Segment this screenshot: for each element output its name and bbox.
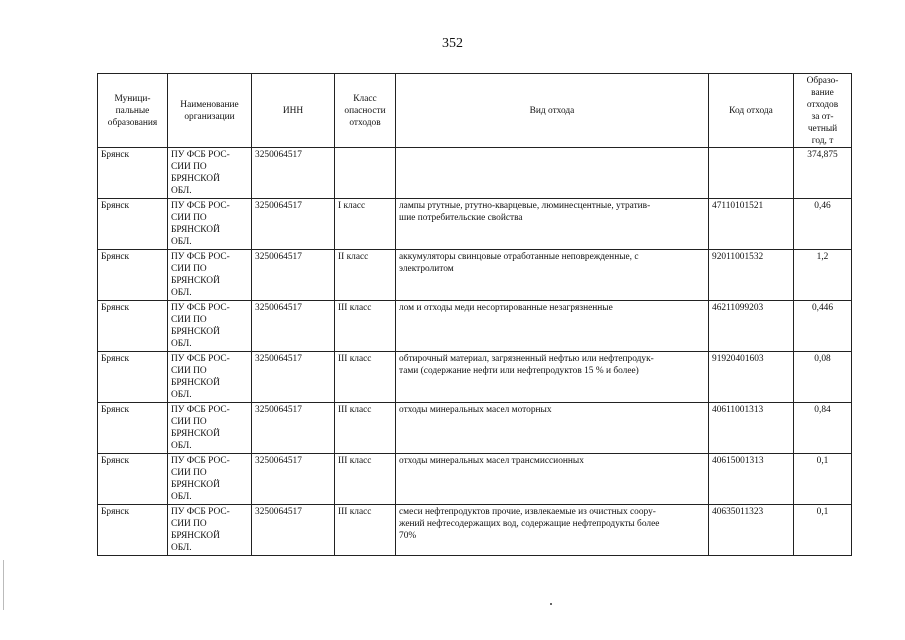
cell-municipality: Брянск [98, 199, 168, 250]
cell-amount: 0,46 [794, 199, 852, 250]
cell-hazard-class [335, 148, 396, 199]
table-body [98, 148, 852, 556]
cell-waste-code: 40615001313 [709, 454, 794, 505]
cell-inn: 3250064517 [252, 403, 335, 454]
cell-inn: 3250064517 [252, 352, 335, 403]
header-municipality: Муници- пальные образования [98, 74, 168, 148]
table-row [98, 454, 852, 505]
table-row [98, 250, 852, 301]
header-waste-type: Вид отхода [396, 74, 709, 148]
header-amount: Образо- вание отходов за от- четный год, т [794, 74, 852, 148]
cell-organization: ПУ ФСБ РОС- СИИ ПО БРЯНСКОЙ ОБЛ. [168, 352, 252, 403]
cell-organization: ПУ ФСБ РОС- СИИ ПО БРЯНСКОЙ ОБЛ. [168, 148, 252, 199]
cell-amount: 0,1 [794, 454, 852, 505]
table-row [98, 199, 852, 250]
cell-inn: 3250064517 [252, 301, 335, 352]
cell-waste-type: отходы минеральных масел трансмиссионных [396, 454, 709, 505]
cell-inn: 3250064517 [252, 199, 335, 250]
cell-waste-type: аккумуляторы свинцовые отработанные неповрежденные, с электролитом [396, 250, 709, 301]
header-hazard-class: Класс опасности отходов [335, 74, 396, 148]
cell-inn: 3250064517 [252, 505, 335, 556]
cell-hazard-class: III класс [335, 505, 396, 556]
cell-waste-code: 47110101521 [709, 199, 794, 250]
table-row [98, 505, 852, 556]
cell-municipality: Брянск [98, 454, 168, 505]
cell-waste-type: смеси нефтепродуктов прочие, извлекаемые из очистных соору- жений нефтесодержащих вод, содержащие нефтепродукты более 70% [396, 505, 709, 556]
cell-waste-type: отходы минеральных масел моторных [396, 403, 709, 454]
scan-speck [550, 603, 552, 605]
cell-inn: 3250064517 [252, 250, 335, 301]
cell-waste-type [396, 148, 709, 199]
table-row [98, 301, 852, 352]
cell-hazard-class: I класс [335, 199, 396, 250]
cell-municipality: Брянск [98, 505, 168, 556]
header-waste-code: Код отхода [709, 74, 794, 148]
scan-edge-line [3, 560, 4, 610]
page-number: 352 [442, 36, 463, 51]
cell-waste-type: обтирочный материал, загрязненный нефтью или нефтепродук- тами (содержание нефти или нефтепродуктов 15 % и более) [396, 352, 709, 403]
cell-waste-code: 46211099203 [709, 301, 794, 352]
cell-waste-type: лампы ртутные, ртутно-кварцевые, люминесцентные, утратив- шие потребительские свойства [396, 199, 709, 250]
cell-inn: 3250064517 [252, 148, 335, 199]
cell-amount: 0,446 [794, 301, 852, 352]
table-header-row [98, 74, 852, 148]
table-row [98, 148, 852, 199]
cell-amount: 0,08 [794, 352, 852, 403]
table-row [98, 403, 852, 454]
cell-waste-code: 40635011323 [709, 505, 794, 556]
cell-municipality: Брянск [98, 250, 168, 301]
cell-organization: ПУ ФСБ РОС- СИИ ПО БРЯНСКОЙ ОБЛ. [168, 301, 252, 352]
cell-hazard-class: III класс [335, 403, 396, 454]
cell-municipality: Брянск [98, 352, 168, 403]
cell-inn: 3250064517 [252, 454, 335, 505]
cell-amount: 1,2 [794, 250, 852, 301]
cell-waste-code: 92011001532 [709, 250, 794, 301]
cell-municipality: Брянск [98, 403, 168, 454]
cell-hazard-class: III класс [335, 352, 396, 403]
cell-organization: ПУ ФСБ РОС- СИИ ПО БРЯНСКОЙ ОБЛ. [168, 454, 252, 505]
cell-organization: ПУ ФСБ РОС- СИИ ПО БРЯНСКОЙ ОБЛ. [168, 403, 252, 454]
cell-amount: 374,875 [794, 148, 852, 199]
cell-organization: ПУ ФСБ РОС- СИИ ПО БРЯНСКОЙ ОБЛ. [168, 505, 252, 556]
header-organization: Наименование организации [168, 74, 252, 148]
cell-waste-type: лом и отходы меди несортированные незагрязненные [396, 301, 709, 352]
cell-organization: ПУ ФСБ РОС- СИИ ПО БРЯНСКОЙ ОБЛ. [168, 199, 252, 250]
cell-municipality: Брянск [98, 301, 168, 352]
cell-waste-code: 40611001313 [709, 403, 794, 454]
cell-waste-code [709, 148, 794, 199]
cell-amount: 0,1 [794, 505, 852, 556]
cell-amount: 0,84 [794, 403, 852, 454]
cell-hazard-class: III класс [335, 454, 396, 505]
cell-waste-code: 91920401603 [709, 352, 794, 403]
cell-organization: ПУ ФСБ РОС- СИИ ПО БРЯНСКОЙ ОБЛ. [168, 250, 252, 301]
header-inn: ИНН [252, 74, 335, 148]
cell-hazard-class: II класс [335, 250, 396, 301]
cell-municipality: Брянск [98, 148, 168, 199]
cell-hazard-class: III класс [335, 301, 396, 352]
waste-table [97, 73, 852, 556]
table-row [98, 352, 852, 403]
